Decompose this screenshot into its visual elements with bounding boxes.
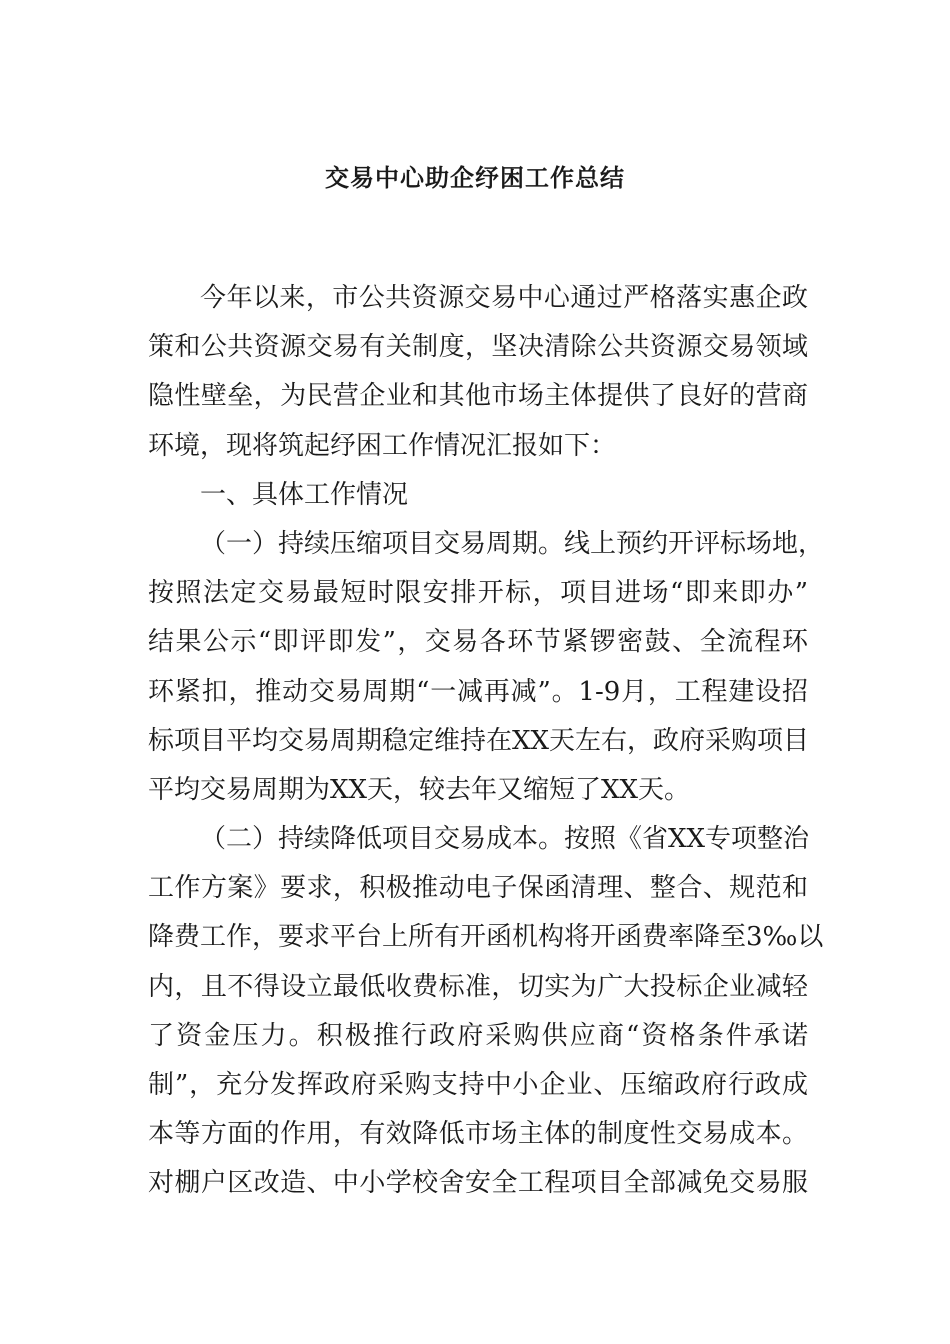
text-line: （一）持续压缩项目交易周期。线上预约开评标场地， bbox=[200, 528, 825, 559]
text-line: 一、具体工作情况 bbox=[200, 479, 409, 510]
document-body bbox=[148, 274, 825, 1209]
text-line: 本等方面的作用，有效降低市场主体的制度性交易成本。 bbox=[148, 1119, 808, 1150]
text-line: 结果公示“即评即发”，交易各环节紧锣密鼓、全流程环 bbox=[148, 627, 808, 658]
text-line: 隐性壁垒，为民营企业和其他市场主体提供了良好的营商 bbox=[148, 381, 808, 412]
text-line: （二）持续降低项目交易成本。按照《省XX专项整治 bbox=[200, 824, 810, 855]
text-line: 内，且不得设立最低收费标准，切实为广大投标企业减轻 bbox=[148, 971, 808, 1002]
text-line: 今年以来，市公共资源交易中心通过严格落实惠企政 bbox=[200, 283, 808, 313]
text-line: 环境，现将筑起纾困工作情况汇报如下： bbox=[148, 430, 617, 461]
text-line: 了资金压力。积极推行政府采购供应商“资格条件承诺 bbox=[148, 1020, 808, 1051]
text-line: 按照法定交易最短时限安排开标，项目进场“即来即办” bbox=[148, 578, 808, 609]
text-line: 工作方案》要求，积极推动电子保函清理、整合、规范和 bbox=[148, 873, 808, 904]
text-line: 环紧扣，推动交易周期“一减再减”。1-9月，工程建设招 bbox=[148, 676, 808, 707]
text-line: 标项目平均交易周期稳定维持在XX天左右，政府采购项目 bbox=[148, 725, 810, 756]
text-line: 降费工作，要求平台上所有开函机构将开函费率降至3‰以 bbox=[148, 922, 824, 953]
text-line: 对棚户区改造、中小学校舍安全工程项目全部减免交易服 bbox=[148, 1168, 808, 1199]
document-title: 交易中心助企纾困工作总结 bbox=[325, 164, 625, 192]
text-line: 策和公共资源交易有关制度，坚决清除公共资源交易领域 bbox=[148, 332, 808, 363]
text-line: 平均交易周期为XX天，较去年又缩短了XX天。 bbox=[148, 774, 691, 805]
text-line: 制”，充分发挥政府采购支持中小企业、压缩政府行政成 bbox=[148, 1070, 808, 1100]
